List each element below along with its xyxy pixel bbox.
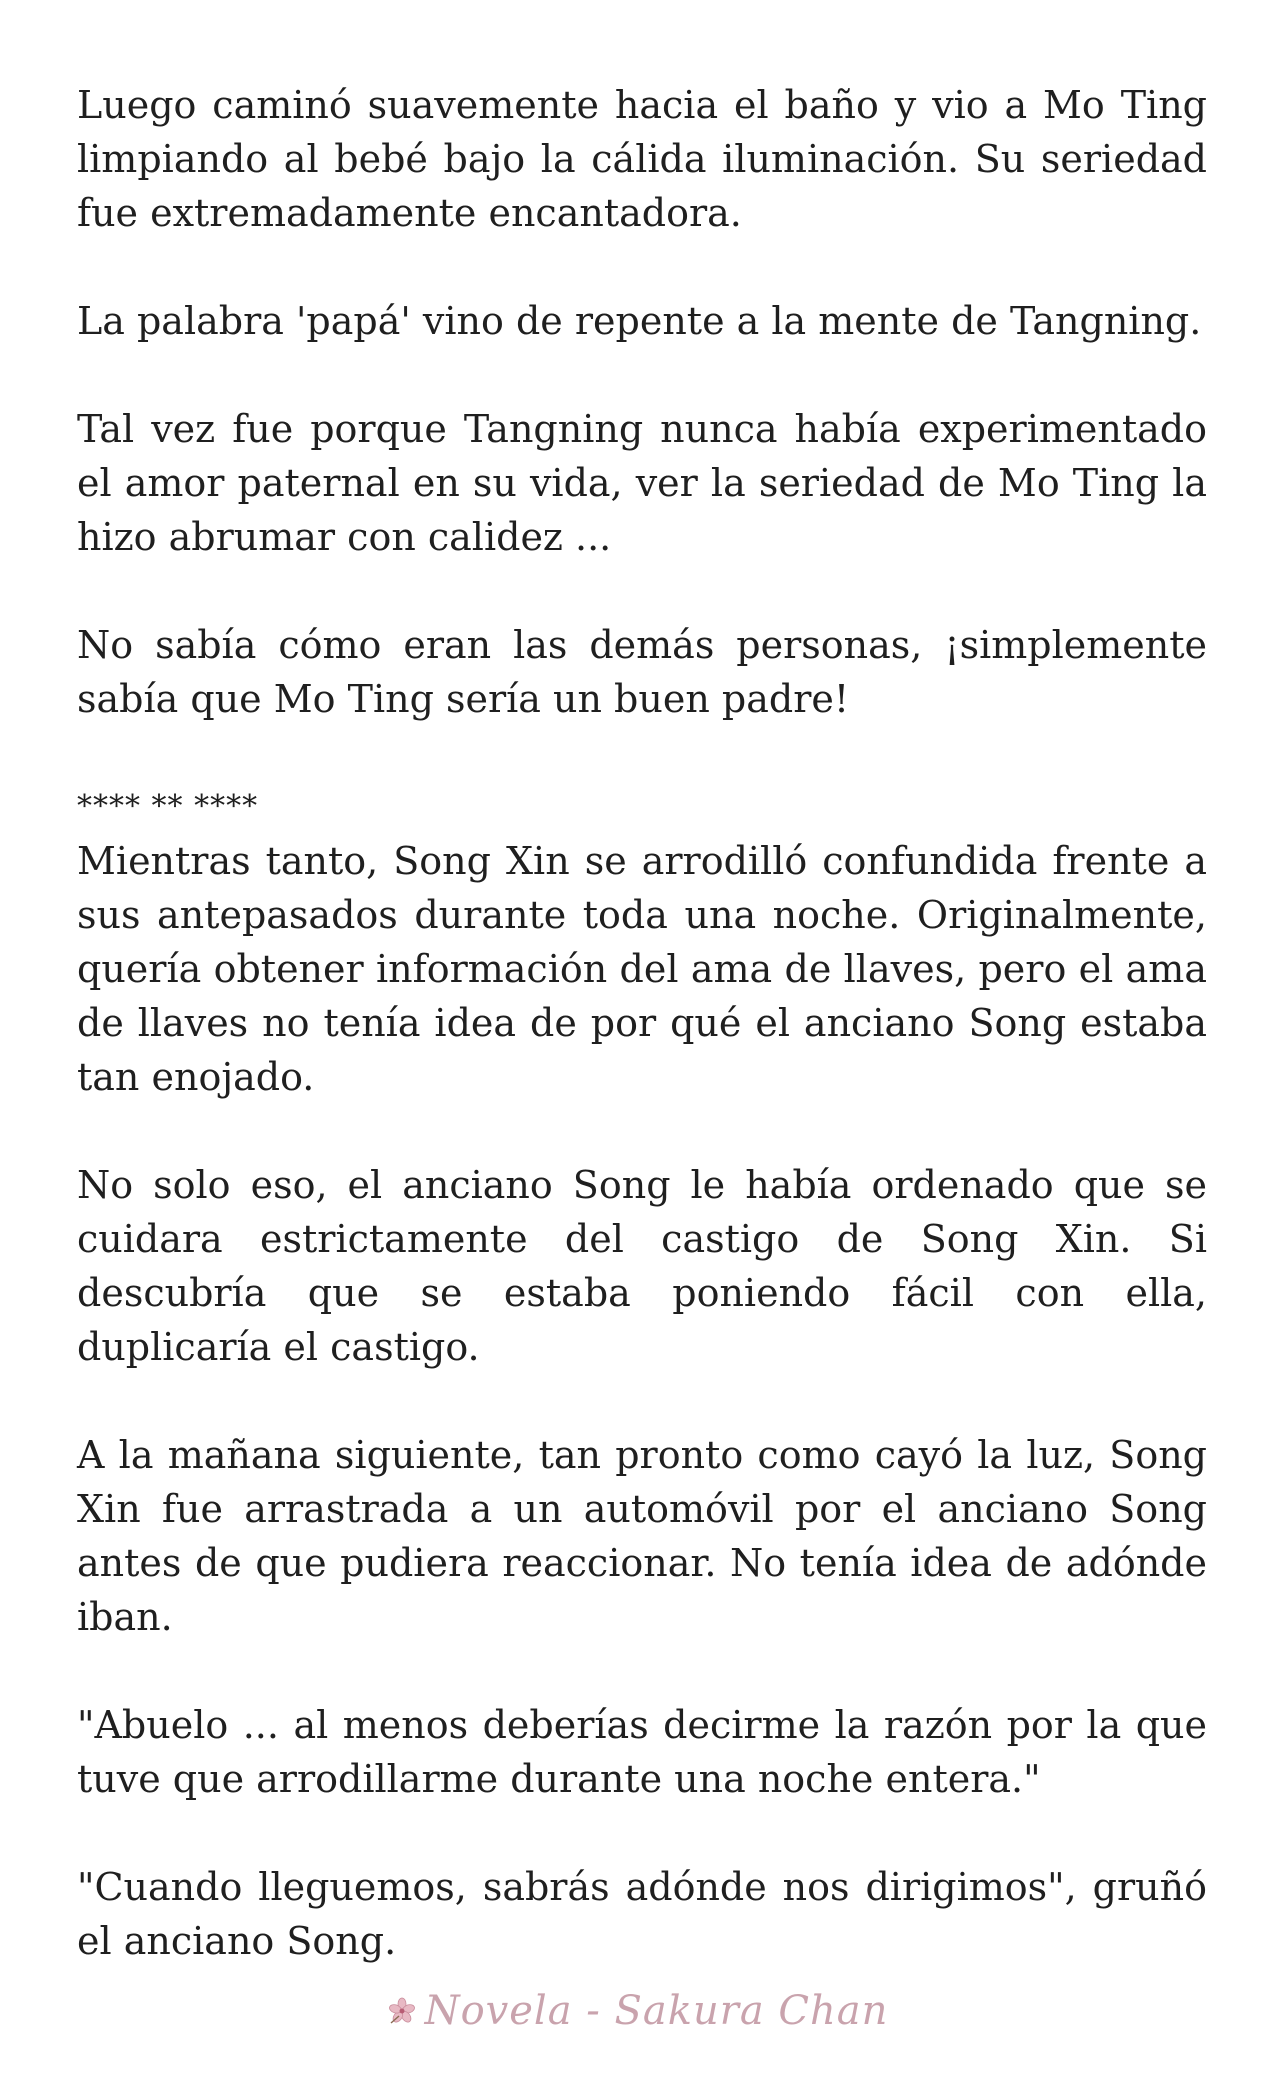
document-page [77, 78, 1207, 2022]
paragraph-9: "Cuando lleguemos, sabrás adónde nos dirigimos", gruñó el anciano Song. [77, 1865, 1207, 1963]
paragraph-8: "Abuelo ... al menos deberías decirme la razón por la que tuve que arrodillarme durante una noche entera." [77, 1703, 1207, 1801]
paragraph-3: Tal vez fue porque Tangning nunca había experimentado el amor paternal en su vida, ver la seriedad de Mo Ting la hizo abrumar con calidez ... [77, 407, 1207, 559]
sakura-flower-icon [387, 1996, 417, 2026]
paragraph-1: Luego caminó suavemente hacia el baño y vio a Mo Ting limpiando al bebé bajo la cálida iluminación. Su seriedad fue extremadamente encantadora. [77, 83, 1207, 235]
scene-separator: **** ** **** [77, 789, 259, 824]
paragraph-2: La palabra 'papá' vino de repente a la mente de Tangning. [77, 299, 1202, 343]
paragraph-5: Mientras tanto, Song Xin se arrodilló confundida frente a sus antepasados durante toda una noche. Originalmente, quería obtener información del ama de llaves, pero el ama de llaves no tenía idea de por qué el anciano Song estaba tan enojado. [77, 839, 1207, 1099]
paragraph-6: No solo eso, el anciano Song le había ordenado que se cuidara estrictamente del castigo de Song Xin. Si descubría que se estaba poniendo fácil con ella, duplicaría el castigo. [77, 1163, 1207, 1369]
paragraph-7: A la mañana siguiente, tan pronto como cayó la luz, Song Xin fue arrastrada a un automóvil por el anciano Song antes de que pudiera reaccionar. No tenía idea de adónde iban. [77, 1433, 1207, 1639]
paragraph-4: No sabía cómo eran las demás personas, ¡simplemente sabía que Mo Ting sería un buen padre! [77, 623, 1207, 721]
watermark-text: Novela - Sakura Chan [424, 1988, 889, 2034]
watermark [0, 1988, 1275, 2034]
